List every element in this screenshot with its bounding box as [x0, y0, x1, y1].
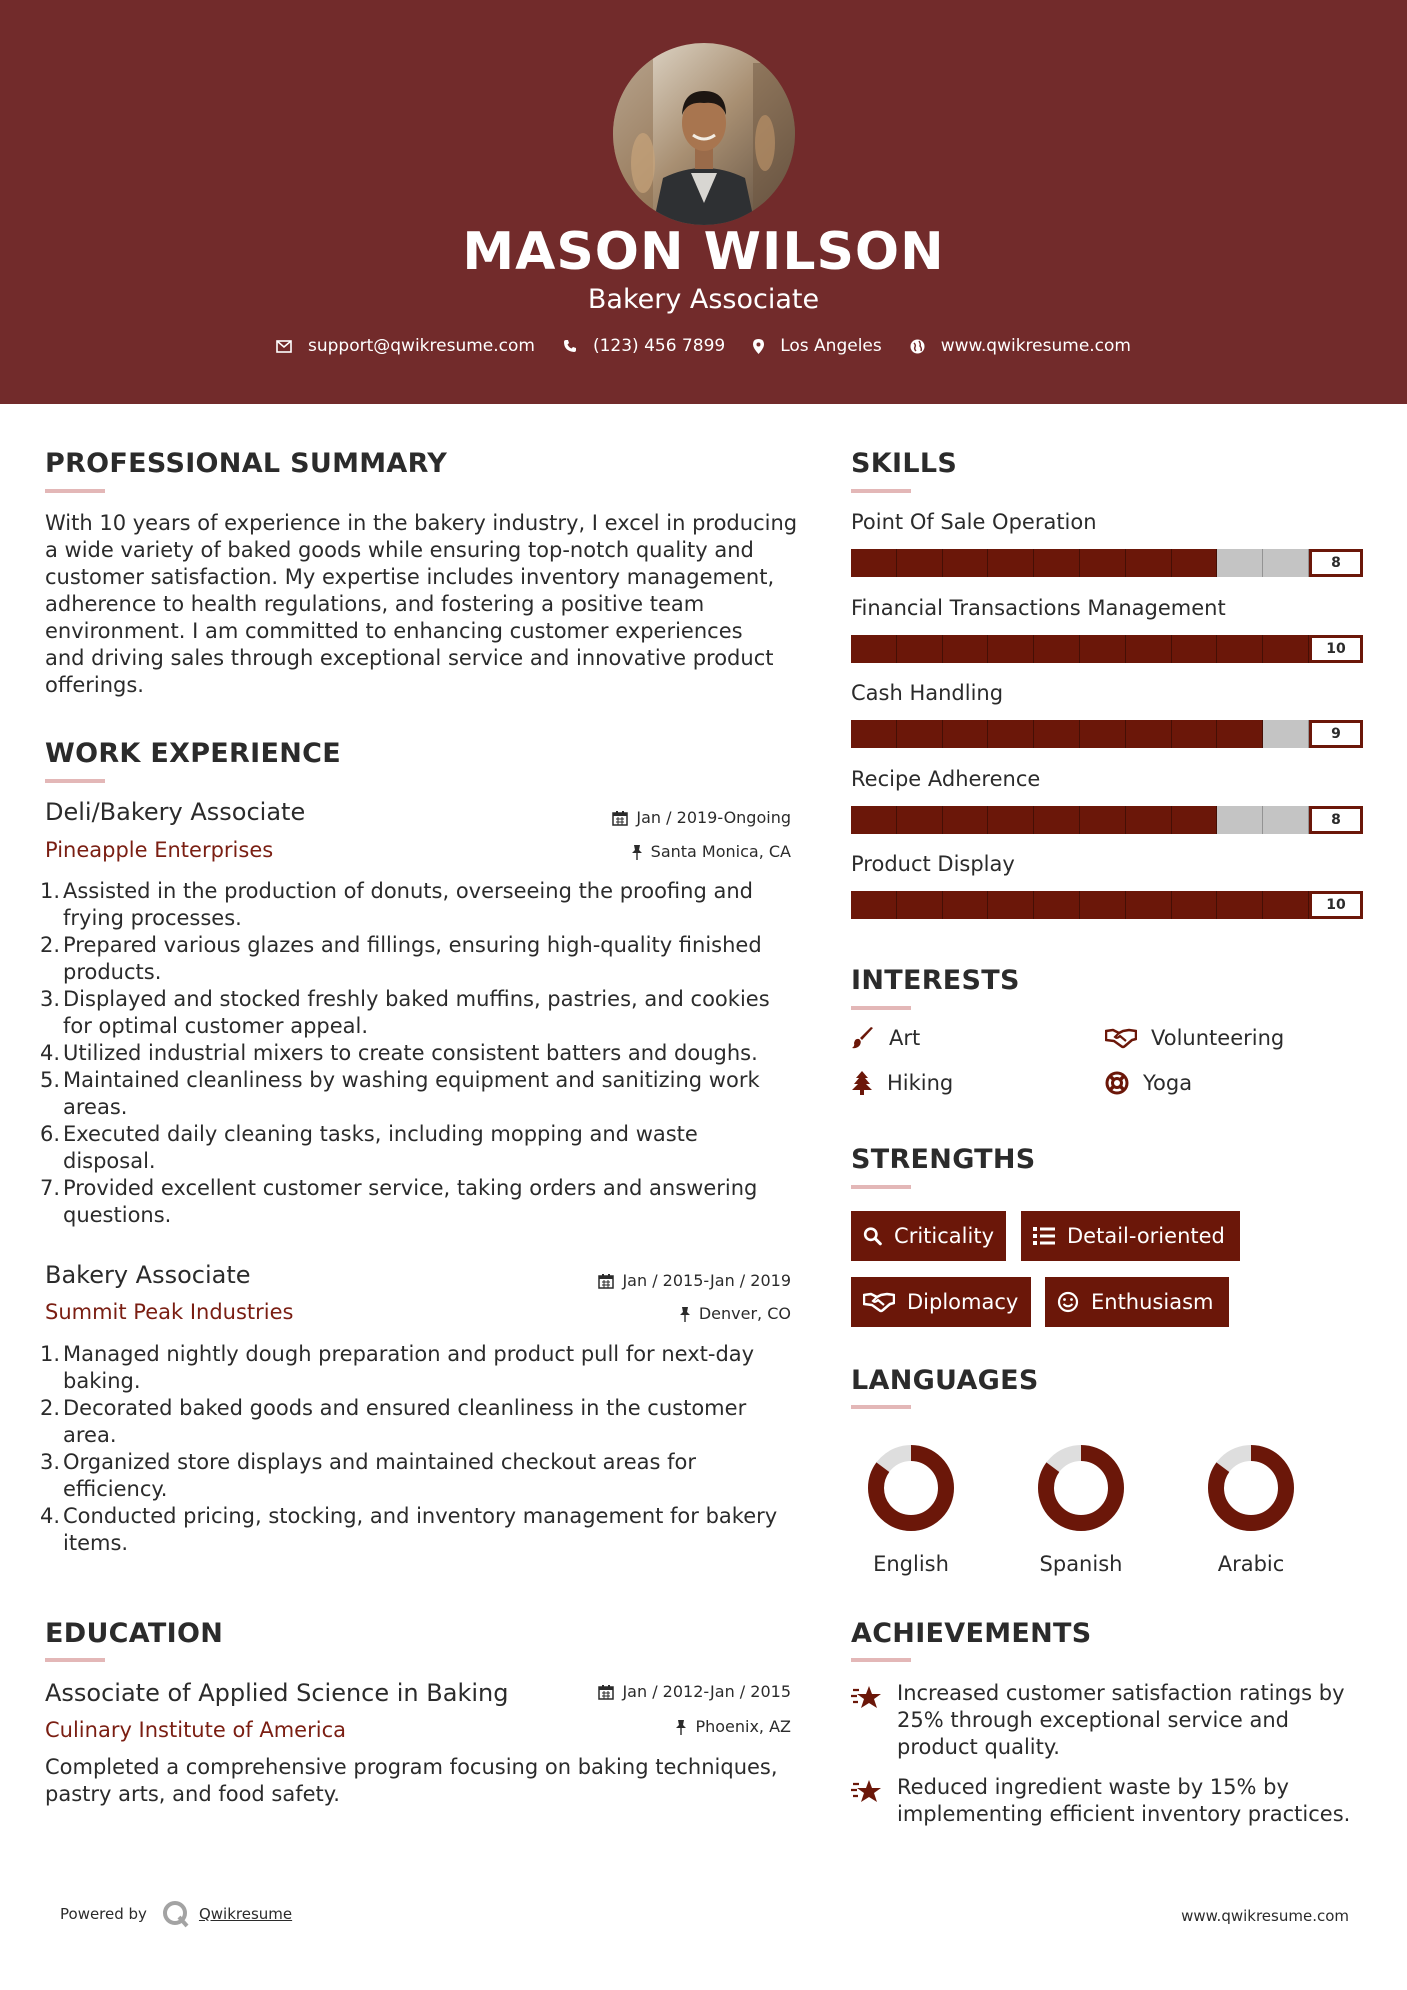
- skill-segment-filled: [943, 720, 989, 748]
- interest-label: Volunteering: [1151, 1026, 1285, 1050]
- skill-segment-filled: [1126, 806, 1172, 834]
- footer-website[interactable]: www.qwikresume.com: [1181, 1907, 1349, 1925]
- skill-segment-filled: [1034, 720, 1080, 748]
- skill-segment-filled: [1172, 806, 1218, 834]
- education-dates-text: Jan / 2012-Jan / 2015: [622, 1682, 791, 1701]
- text-line: Reduced ingredient waste by 15% by: [897, 1775, 1289, 1799]
- skill-track: [851, 806, 1309, 834]
- skill-segment-filled: [988, 720, 1034, 748]
- section-divider: [45, 1658, 105, 1662]
- contact-website[interactable]: [910, 336, 1131, 356]
- skill-segment-filled: [988, 549, 1034, 577]
- text-line: for optimal customer appeal.: [63, 1014, 369, 1038]
- text-line: areas.: [63, 1095, 128, 1119]
- footer-powered-by: [60, 1899, 292, 1929]
- skill-segment-filled: [1217, 720, 1263, 748]
- interest-item: [1105, 1026, 1284, 1050]
- text-line: Conducted pricing, stocking, and inventory management for bakery: [63, 1504, 778, 1528]
- interest-label: Art: [889, 1026, 921, 1050]
- contact-location: [753, 336, 882, 356]
- text-line: Executed daily cleaning tasks, including mopping and waste: [63, 1122, 698, 1146]
- skill-segment-filled: [1263, 635, 1309, 663]
- skill-segment-filled: [851, 806, 897, 834]
- job-company: Summit Peak Industries: [45, 1300, 294, 1324]
- pushpin-icon: [631, 844, 643, 860]
- item-number: 3.: [39, 987, 60, 1011]
- skill-segment-filled: [851, 549, 897, 577]
- skill-segment-empty: [1263, 720, 1309, 748]
- education-description: [45, 1754, 778, 1808]
- skill-score: 8: [1309, 806, 1363, 834]
- text-line: frying processes.: [63, 906, 242, 930]
- skill-label: Recipe Adherence: [851, 766, 1041, 791]
- skill-score: 10: [1309, 635, 1363, 663]
- list-icon: [1033, 1226, 1055, 1246]
- skill-score: 8: [1309, 549, 1363, 577]
- skills-heading: SKILLS: [851, 448, 958, 479]
- phone-icon: [563, 339, 577, 353]
- language-label: Arabic: [1217, 1552, 1285, 1576]
- language-donut: [865, 1442, 957, 1534]
- responsibility-item: [38, 1503, 798, 1557]
- skill-segment-filled: [851, 891, 897, 919]
- calendar-icon: [612, 810, 628, 826]
- section-divider: [851, 1405, 911, 1409]
- achievement-text: [897, 1774, 1350, 1828]
- qwikresume-logo-icon: [161, 1899, 191, 1929]
- skill-segment-filled: [943, 635, 989, 663]
- strength-label: Criticality: [894, 1224, 994, 1248]
- contact-email[interactable]: [276, 336, 535, 356]
- skill-segment-filled: [851, 635, 897, 663]
- item-number: 6.: [39, 1122, 60, 1146]
- skill-segment-filled: [1172, 549, 1218, 577]
- responsibility-item: [38, 986, 798, 1040]
- handshake-icon: [863, 1291, 895, 1313]
- language-item: [851, 1442, 971, 1576]
- skill-segment-filled: [943, 806, 989, 834]
- skill-track: [851, 635, 1309, 663]
- section-divider: [45, 489, 105, 493]
- resume-header: [0, 0, 1407, 404]
- language-label: Spanish: [1039, 1552, 1123, 1576]
- achievement-item: [851, 1680, 1371, 1761]
- section-divider: [851, 489, 911, 493]
- skill-bar: [851, 806, 1363, 834]
- section-divider: [851, 1658, 911, 1662]
- item-number: 2.: [39, 1396, 60, 1420]
- skill-segment-filled: [897, 806, 943, 834]
- skill-segment-filled: [897, 635, 943, 663]
- item-number: 2.: [39, 933, 60, 957]
- tree-icon: [851, 1071, 873, 1095]
- item-number: 4.: [39, 1504, 60, 1528]
- achievements-heading: ACHIEVEMENTS: [851, 1618, 1092, 1649]
- responsibility-item: [38, 1121, 798, 1175]
- responsibility-item: [38, 878, 798, 932]
- skill-segment-filled: [1126, 635, 1172, 663]
- contact-bar: [0, 336, 1407, 356]
- handshake-icon: [1105, 1027, 1137, 1049]
- strength-tag: [1021, 1211, 1240, 1261]
- achievement-item: [851, 1774, 1371, 1828]
- skill-segment-filled: [1080, 891, 1126, 919]
- skill-segment-filled: [1217, 891, 1263, 919]
- language-label: English: [873, 1552, 949, 1576]
- skill-segment-filled: [1080, 549, 1126, 577]
- text-line: Decorated baked goods and ensured cleanliness in the customer: [63, 1396, 747, 1420]
- location-text: Los Angeles: [780, 336, 882, 356]
- text-line: and driving sales through exceptional service and innovative product: [45, 646, 774, 670]
- language-item: [1021, 1442, 1141, 1576]
- text-line: area.: [63, 1423, 117, 1447]
- qwikresume-link[interactable]: Qwikresume: [198, 1905, 293, 1923]
- section-divider: [851, 1006, 911, 1010]
- skill-bar: [851, 720, 1363, 748]
- text-line: Completed a comprehensive program focusing on baking techniques,: [45, 1755, 778, 1779]
- languages-heading: LANGUAGES: [851, 1365, 1039, 1396]
- skill-segment-filled: [1034, 635, 1080, 663]
- strength-label: Detail-oriented: [1067, 1224, 1225, 1248]
- skill-label: Point Of Sale Operation: [851, 510, 1097, 534]
- skill-track: [851, 549, 1309, 577]
- star-badge-icon: [851, 1684, 883, 1712]
- text-line: items.: [63, 1531, 129, 1555]
- skill-track: [851, 891, 1309, 919]
- interest-label: Hiking: [887, 1071, 954, 1095]
- email-text: support@qwikresume.com: [308, 336, 535, 356]
- calendar-icon: [598, 1684, 614, 1700]
- responsibility-item: [38, 1395, 798, 1449]
- responsibility-item: [38, 1341, 798, 1395]
- skill-segment-filled: [1080, 635, 1126, 663]
- responsibility-item: [38, 1175, 798, 1229]
- summary-text: [45, 510, 797, 699]
- skill-segment-filled: [1172, 635, 1218, 663]
- skill-segment-filled: [1217, 635, 1263, 663]
- skill-segment-filled: [1172, 891, 1218, 919]
- skill-segment-filled: [1034, 806, 1080, 834]
- lifebuoy-icon: [1105, 1071, 1129, 1095]
- skill-label: Cash Handling: [851, 681, 1004, 705]
- item-number: 3.: [39, 1450, 60, 1474]
- skill-score: 9: [1309, 720, 1363, 748]
- text-line: product quality.: [897, 1735, 1060, 1759]
- interest-item: [851, 1026, 920, 1050]
- item-number: 1.: [39, 1342, 60, 1366]
- skill-label: Financial Transactions Management: [851, 595, 1226, 620]
- text-line: Prepared various glazes and fillings, ensuring high-quality finished: [63, 933, 762, 957]
- skill-segment-filled: [1126, 891, 1172, 919]
- language-item: [1191, 1442, 1311, 1576]
- skill-label: Product Display: [851, 852, 1015, 876]
- skill-bar: [851, 635, 1363, 663]
- strength-tag: [1045, 1277, 1229, 1327]
- candidate-name: MASON WILSON: [462, 222, 945, 282]
- job-responsibilities: [38, 1341, 798, 1557]
- pushpin-icon: [679, 1306, 691, 1322]
- contact-phone[interactable]: [563, 336, 725, 356]
- job-title: Bakery Associate: [45, 1261, 251, 1289]
- text-line: offerings.: [45, 673, 144, 697]
- skill-segment-filled: [1034, 549, 1080, 577]
- profile-photo: [613, 43, 795, 225]
- pushpin-icon: [675, 1719, 687, 1735]
- strengths-heading: STRENGTHS: [851, 1144, 1036, 1175]
- skill-segment-empty: [1263, 806, 1309, 834]
- skill-segment-filled: [1126, 720, 1172, 748]
- text-line: implementing efficient inventory practices.: [897, 1802, 1351, 1826]
- skill-segment-empty: [1217, 806, 1263, 834]
- section-divider: [851, 1185, 911, 1189]
- strength-tag: [851, 1277, 1031, 1327]
- job-dates-text: Jan / 2015-Jan / 2019: [622, 1271, 791, 1290]
- text-line: a wide variety of baked goods while ensuring top-notch quality and: [45, 538, 754, 562]
- skill-segment-empty: [1263, 549, 1309, 577]
- item-number: 5.: [39, 1068, 60, 1092]
- text-line: products.: [63, 960, 162, 984]
- skill-segment-filled: [988, 635, 1034, 663]
- text-line: Provided excellent customer service, taking orders and answering: [63, 1176, 758, 1200]
- calendar-icon: [598, 1273, 614, 1289]
- envelope-icon: [276, 340, 292, 353]
- powered-by-text: Powered by: [60, 1905, 147, 1923]
- star-badge-icon: [851, 1778, 883, 1806]
- text-line: Maintained cleanliness by washing equipment and sanitizing work: [63, 1068, 760, 1092]
- skill-bar: [851, 549, 1363, 577]
- job-dates-text: Jan / 2019-Ongoing: [636, 808, 791, 827]
- skill-segment-filled: [897, 891, 943, 919]
- skill-segment-empty: [1217, 549, 1263, 577]
- text-line: Assisted in the production of donuts, overseeing the proofing and: [63, 879, 753, 903]
- item-number: 4.: [39, 1041, 60, 1065]
- skill-segment-filled: [943, 891, 989, 919]
- skill-segment-filled: [851, 720, 897, 748]
- smile-icon: [1057, 1291, 1079, 1313]
- text-line: Utilized industrial mixers to create consistent batters and doughs.: [63, 1041, 758, 1065]
- job-location: [631, 842, 791, 861]
- job-location-text: Denver, CO: [698, 1304, 791, 1323]
- section-divider: [45, 779, 105, 783]
- skill-segment-filled: [1034, 891, 1080, 919]
- job-location: [679, 1304, 791, 1323]
- text-line: Increased customer satisfaction ratings by: [897, 1681, 1345, 1705]
- text-line: With 10 years of experience in the bakery industry, I excel in producing: [45, 511, 798, 535]
- strength-label: Diplomacy: [907, 1290, 1019, 1314]
- interest-item: [851, 1071, 953, 1095]
- search-icon: [863, 1225, 882, 1247]
- summary-heading: PROFESSIONAL SUMMARY: [45, 448, 448, 479]
- text-line: 25% through exceptional service and: [897, 1708, 1289, 1732]
- skill-segment-filled: [988, 806, 1034, 834]
- job-dates: [598, 1271, 791, 1290]
- education-location-text: Phoenix, AZ: [695, 1717, 791, 1736]
- education-heading: EDUCATION: [45, 1618, 224, 1649]
- item-number: 1.: [39, 879, 60, 903]
- phone-text: (123) 456 7899: [592, 336, 726, 356]
- interests-heading: INTERESTS: [851, 965, 1020, 996]
- responsibility-item: [38, 932, 798, 986]
- text-line: adherence to health regulations, and fostering a positive team: [45, 592, 705, 616]
- skill-segment-filled: [897, 720, 943, 748]
- skill-segment-filled: [1126, 549, 1172, 577]
- text-line: customer satisfaction. My expertise includes inventory management,: [45, 565, 775, 589]
- interest-label: Yoga: [1143, 1071, 1193, 1095]
- language-donut: [1205, 1442, 1297, 1534]
- text-line: Organized store displays and maintained checkout areas for: [63, 1450, 697, 1474]
- skill-segment-filled: [897, 549, 943, 577]
- text-line: Managed nightly dough preparation and product pull for next-day: [63, 1342, 755, 1366]
- text-line: baking.: [63, 1369, 141, 1393]
- job-responsibilities: [38, 878, 798, 1229]
- interest-item: [1105, 1071, 1192, 1095]
- candidate-title: Bakery Associate: [587, 284, 820, 315]
- text-line: Displayed and stocked freshly baked muffins, pastries, and cookies: [63, 987, 770, 1011]
- text-line: pastry arts, and food safety.: [45, 1782, 340, 1806]
- responsibility-item: [38, 1040, 798, 1067]
- responsibility-item: [38, 1067, 798, 1121]
- skill-score: 10: [1309, 891, 1363, 919]
- school-name: Culinary Institute of America: [45, 1718, 346, 1742]
- job-dates: [612, 808, 791, 827]
- text-line: efficiency.: [63, 1477, 168, 1501]
- experience-heading: WORK EXPERIENCE: [45, 738, 341, 769]
- job-company: Pineapple Enterprises: [45, 838, 274, 862]
- skill-segment-filled: [1080, 806, 1126, 834]
- skill-segment-filled: [1172, 720, 1218, 748]
- language-donut: [1035, 1442, 1127, 1534]
- skill-segment-filled: [988, 891, 1034, 919]
- map-marker-icon: [753, 339, 764, 354]
- text-line: disposal.: [63, 1149, 156, 1173]
- degree-title: Associate of Applied Science in Baking: [45, 1679, 509, 1707]
- strength-tag: [851, 1211, 1006, 1261]
- job-title: Deli/Bakery Associate: [45, 798, 306, 826]
- skill-segment-filled: [1263, 891, 1309, 919]
- skill-bar: [851, 891, 1363, 919]
- globe-icon: [910, 339, 925, 354]
- text-line: environment. I am committed to enhancing customer experiences: [45, 619, 743, 643]
- skill-segment-filled: [943, 549, 989, 577]
- job-location-text: Santa Monica, CA: [650, 842, 791, 861]
- strength-label: Enthusiasm: [1091, 1290, 1214, 1314]
- skill-segment-filled: [1080, 720, 1126, 748]
- education-location: [675, 1717, 791, 1736]
- text-line: questions.: [63, 1203, 172, 1227]
- paintbrush-icon: [851, 1026, 875, 1050]
- achievement-text: [897, 1680, 1345, 1761]
- skill-track: [851, 720, 1309, 748]
- item-number: 7.: [39, 1176, 60, 1200]
- education-dates: [598, 1682, 791, 1701]
- responsibility-item: [38, 1449, 798, 1503]
- website-text: www.qwikresume.com: [940, 336, 1131, 356]
